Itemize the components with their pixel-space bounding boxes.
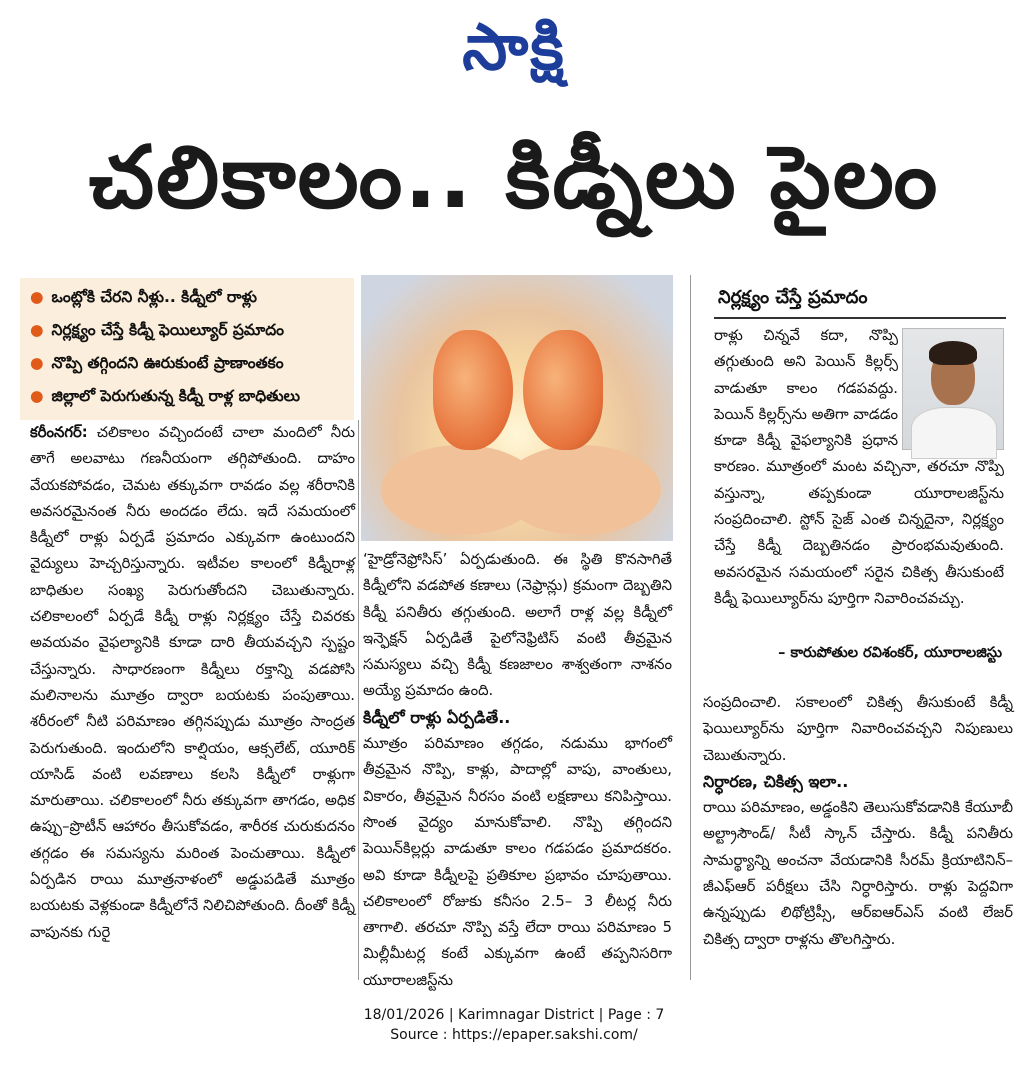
footer-date-page: 18/01/2026 | Karimnagar District | Page : 7 [363, 1007, 665, 1023]
left-kidney-shape [433, 330, 513, 450]
footer-source-link[interactable]: Source : https://epaper.sakshi.com/ [390, 1027, 638, 1043]
right-hand-shape [501, 445, 661, 535]
article-column-3 [703, 690, 1013, 980]
column3-paragraph-1: సంప్రదించాలి. సకాలంలో చికిత్స తీసుకుంటే కిడ్నీ ఫెయిల్యూర్‌ను పూర్తిగా నివారించవచ్చని నిపుణులు చెబుతున్నారు. [703, 694, 1013, 764]
highlight-item: ● జిల్లాలో పెరుగుతున్న కిడ్నీ రాళ్ల బాధితులు [30, 387, 300, 405]
column3-subhead: నిర్ధారణ, చికిత్స ఇలా.. [703, 771, 849, 791]
dateline: కరీంనగర్‌: [30, 424, 88, 441]
bullet-icon: ● [30, 321, 44, 339]
sidebar-divider [714, 317, 1006, 319]
column3-paragraph-2: రాయి పరిమాణం, అడ్డంకిని తెలుసుకోవడానికి కేయూబీ అల్ట్రాసౌండ్‌/ సీటీ స్కాన్‌ చేస్తారు. కిడ్నీ పనితీరు సామర్థ్యాన్ని అంచనా వేయడానికి సీరమ్‌ క్రియాటినిన్‌– జీఎఫ్‌ఆర్‌ పరీక్షలు చేసి నిర్ధారిస్తారు. రాళ్లు పెద్దవిగా ఉన్నప్పుడు లిథోట్రిప్సీ, ఆర్‌ఐఆర్‌ఎస్‌ వంటి లేజర్‌ చికిత్స ద్వారా రాళ్లను తొలగిస్తారు. [703, 799, 1013, 948]
column-divider [358, 420, 359, 980]
headline: చలికాలం.. కిడ్నీలు పైలం [88, 128, 940, 228]
bullet-icon: ● [30, 288, 44, 306]
article-column-2 [363, 547, 672, 989]
column-divider [690, 275, 691, 980]
column1-text: చలికాలం వచ్చిందంటే చాలా మందిలో నీరు తాగే అలవాటు గణనీయంగా తగ్గిపోతుంది. దాహం వేయకపోవడం, చెమట తక్కువగా రావడం వల్ల శరీరానికి అవసరమైనంత నీరు అందడం లేదు. ఇదే సమయంలో కిడ్నీలో రాళ్లు ఏర్పడే ప్రమాదం ఎక్కువగా ఉంటుందని వైద్యులు హెచ్చరిస్తున్నారు. ఇటీవల కాలంలో కిడ్నీరాళ్ల బాధితుల సంఖ్య పెరుగుతోందని చెబుతున్నారు. చలికాలంలో ఏర్పడే కిడ్నీ రాళ్లు నిర్లక్ష్యం చేస్తే చివరకు అవయవం వైఫల్యానికి కూడా దారి తీయవచ్చని స్పష్టం చేస్తున్నారు. సాధారణంగా కిడ్నీలు రక్తాన్ని వడపోసి మలినాలను మూత్రం ద్వారా బయటకు పంపుతాయి. శరీరంలో నీటి పరిమాణం తగ్గినప్పుడు మూత్రం సాంద్రత పెరుగుతుంది. ఇందులోని కాల్షియం, ఆక్సలేట్‌, యూరిక్‌ యాసిడ్‌ వంటి లవణాలు కలసి కిడ్నీలో రాళ్లుగా మారుతాయి. చలికాలంలో నీరు తక్కువగా తాగడం, అధిక ఉప్పు–ప్రొటీన్‌ ఆహారం తీసుకోవడం, శారీరక చురుకుదనం తగ్గడం ఈ సమస్యను మరింత పెంచుతాయి. కిడ్నీలో ఏర్పడిన రాయి మూత్రనాళంలో అడ్డుపడితే మూత్రం బయటకు వెళ్లకుండా కిడ్నీలోనే నిలిచిపోతుంది. దీంతో కిడ్నీ వాపునకు గురై [30, 424, 355, 941]
highlight-item: ● నొప్పి తగ్గిందని ఊరుకుంటే ప్రాణాంతకం [30, 354, 284, 372]
highlight-item: ● నిర్లక్ష్యం చేస్తే కిడ్నీ ఫెయిల్యూర్‌ ప్రమాదం [30, 321, 285, 339]
highlight-item: ● ఒంట్లోకి చేరని నీళ్లు.. కిడ్నీలో రాళ్లు [30, 288, 257, 306]
sidebar-text: రాళ్లు చిన్నవే కదా, నొప్పి తగ్గుతుంది అని పెయిన్‌ కిల్లర్స్‌ వాడుతూ కాలం గడపవద్దు. పెయిన్‌ కిల్లర్స్‌ను అతిగా వాడడం కూడా కిడ్నీ వైఫల్యానికి ప్రధాన కారణం. మూత్రంలో మంట వచ్చినా, తరచూ నొప్పి వస్తున్నా, తప్పకుండా యూరాలజిస్ట్‌ను సంప్రదించాలి. స్టోన్‌ సైజ్‌ ఎంత చిన్నదైనా, నిర్లక్ష్యం చేస్తే కిడ్నీ దెబ్బతినడం ప్రారంభమవుతుంది. అవసరమైన సమయంలో సరైన చికిత్స తీసుకుంటే కిడ్నీ ఫెయిల్యూర్‌ను పూర్తిగా నివారించవచ్చు. [714, 323, 1004, 612]
column2-paragraph-1: ‘హైడ్రోనెఫ్రోసిస్‌’ ఏర్పడుతుంది. ఈ స్థితి కొనసాగితే కిడ్నీలోని వడపోత కణాలు (నెఫ్రాన్లు) క్రమంగా దెబ్బతిని కిడ్నీ పనితీరు తగ్గుతుంది. అలాగే రాళ్ల వల్ల కిడ్నీలో ఇన్ఫెక్షన్‌ ఏర్పడితే పైలోనెఫ్రిటిస్‌ వంటి తీవ్రమైన సమస్యలు వచ్చి కిడ్నీ కణజాలం శాశ్వతంగా నాశనం అయ్యే ప్రమాదం ఉంది. [363, 551, 672, 700]
right-kidney-shape [523, 330, 603, 450]
expert-sidebar [704, 275, 1014, 687]
photo-float-spacer [898, 323, 1004, 451]
highlights-box [20, 278, 354, 420]
expert-signature: – కారుపోతుల రవిశంకర్‌, యూరాలజిస్టు [778, 645, 1002, 661]
masthead-logo [0, 8, 1028, 88]
sidebar-title: నిర్లక్ష్యం చేస్తే ప్రమాదం [718, 287, 868, 308]
column2-subhead: కిడ్నీలో రాళ్లు ఏర్పడితే.. [363, 707, 511, 727]
masthead-name: సాక్షి [462, 11, 566, 85]
kidney-hands-photo [361, 275, 673, 541]
bullet-icon: ● [30, 354, 44, 372]
column2-paragraph-2: మూత్రం పరిమాణం తగ్గడం, నడుము భాగంలో తీవ్రమైన నొప్పి, కాళ్లు, పాదాల్లో వాపు, వాంతులు, వికారం, తీవ్రమైన నీరసం వంటి లక్షణాలు కనిపిస్తాయి. సొంత వైద్యం మానుకోవాలి. నొప్పి తగ్గిందని పెయిన్‌కిల్లర్లు వాడుతూ కాలం గడపడం ప్రమాదకరం. అవి కూడా కిడ్నీలపై ప్రతికూల ప్రభావం చూపుతాయి. చలికాలంలో రోజుకు కనీసం 2.5– 3 లీటర్ల నీరు తాగాలి. తరచూ నొప్పి వస్తే లేదా రాయి పరిమాణం 5 మిల్లీమీటర్ల కంటే ఎక్కువగా ఉంటే తప్పనిసరిగా యూరాలజిస్ట్‌ను [363, 735, 672, 989]
bullet-icon: ● [30, 387, 44, 405]
article-column-1 [30, 420, 355, 980]
